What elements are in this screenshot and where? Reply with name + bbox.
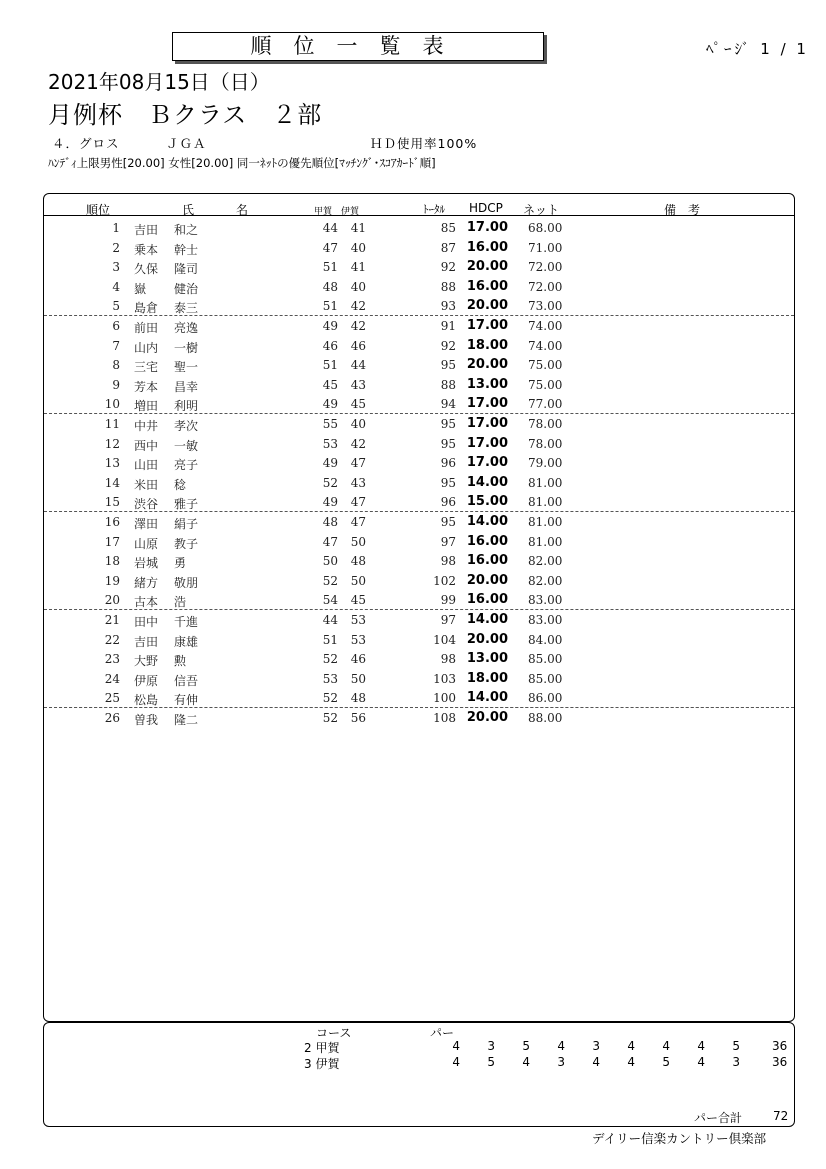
header-name-2: 名 xyxy=(236,203,249,217)
table-row xyxy=(44,296,794,316)
cell-hdcp: 20.00 xyxy=(466,357,508,373)
association: ＪＧＡ xyxy=(166,136,207,151)
table-row xyxy=(44,512,794,532)
cell-total: 95 xyxy=(440,358,456,373)
cell-rank: 11 xyxy=(104,417,120,431)
cell-total: 94 xyxy=(440,397,456,412)
cell-front: 53 xyxy=(322,671,338,686)
cell-sei: 西中 xyxy=(134,438,159,453)
cell-net: 82.00 xyxy=(528,554,563,569)
cell-mei: 和之 xyxy=(174,223,199,237)
cell-sei: 久保 xyxy=(134,262,159,277)
club-name: デイリー信楽カントリー倶楽部 xyxy=(592,1131,767,1146)
cell-rank: 13 xyxy=(104,456,120,471)
cell-rank: 6 xyxy=(112,319,120,333)
cell-mei: 泰三 xyxy=(174,301,199,316)
cell-front: 52 xyxy=(322,711,338,725)
cell-hdcp: 20.00 xyxy=(466,259,508,275)
cell-back: 48 xyxy=(350,554,366,569)
par-total-label: パー合計 xyxy=(694,1111,743,1125)
cell-sei: 緒方 xyxy=(134,575,159,590)
cell-total: 92 xyxy=(440,338,456,353)
cell-rank: 7 xyxy=(112,338,120,353)
cell-rank: 18 xyxy=(104,554,120,569)
cell-rank: 15 xyxy=(104,495,120,510)
table-row xyxy=(44,610,794,630)
cell-sei: 三宅 xyxy=(134,360,159,375)
cell-hdcp: 13.00 xyxy=(466,651,508,667)
cell-total: 91 xyxy=(440,319,456,333)
cell-net: 72.00 xyxy=(528,260,563,275)
cell-front: 44 xyxy=(322,613,338,627)
cell-hdcp: 14.00 xyxy=(466,474,508,490)
cell-net: 85.00 xyxy=(528,652,563,667)
cell-front: 50 xyxy=(322,554,338,569)
cell-total: 85 xyxy=(440,221,456,235)
par-total-value: 72 xyxy=(773,1109,789,1123)
cell-sei: 島倉 xyxy=(134,301,159,316)
cell-rank: 12 xyxy=(104,436,120,451)
cell-total: 104 xyxy=(433,632,456,647)
cell-mei: 康雄 xyxy=(174,634,199,649)
cell-sei: 田中 xyxy=(134,615,159,629)
hole-par: 3 xyxy=(592,1039,600,1053)
cell-sei: 渋谷 xyxy=(134,497,159,512)
table-row xyxy=(44,630,794,650)
cell-total: 99 xyxy=(440,593,456,608)
par-label: パー xyxy=(430,1026,455,1040)
cell-total: 100 xyxy=(433,691,456,706)
hole-par: 4 xyxy=(697,1039,705,1053)
cell-back: 48 xyxy=(350,691,366,706)
cell-total: 96 xyxy=(440,456,456,471)
cell-net: 81.00 xyxy=(528,534,563,549)
cell-rank: 9 xyxy=(112,377,120,392)
cell-back: 42 xyxy=(350,436,366,451)
hole-par: 4 xyxy=(627,1039,635,1053)
cell-total: 97 xyxy=(440,613,456,627)
cell-total: 88 xyxy=(440,377,456,392)
cell-rank: 2 xyxy=(112,240,120,255)
cell-total: 103 xyxy=(433,671,456,686)
cell-back: 53 xyxy=(350,632,366,647)
cell-mei: 亮子 xyxy=(174,458,199,473)
cell-net: 74.00 xyxy=(528,319,563,333)
cell-back: 50 xyxy=(350,671,366,686)
handicap-rules: ﾊﾝﾃﾞｨ上限男性[20.00] 女性[20.00] 同一ﾈｯﾄの優先順位[ﾏｯﾁﾝｸﾞ･ｽｺｱｶｰﾄﾞ順] xyxy=(48,156,436,170)
cell-net: 88.00 xyxy=(528,711,563,725)
cell-total: 98 xyxy=(440,652,456,667)
cell-sei: 曽我 xyxy=(134,713,159,727)
table-row xyxy=(44,375,794,395)
hole-par: 4 xyxy=(592,1055,600,1069)
cell-mei: 一樹 xyxy=(174,340,199,355)
cell-front: 45 xyxy=(322,377,338,392)
cell-front: 51 xyxy=(322,358,338,373)
table-row xyxy=(44,277,794,297)
table-row xyxy=(44,532,794,552)
cell-back: 41 xyxy=(350,260,366,275)
cell-mei: 利明 xyxy=(174,399,199,414)
cell-hdcp: 18.00 xyxy=(466,337,508,353)
table-row xyxy=(44,453,794,473)
cell-front: 47 xyxy=(322,534,338,549)
cell-mei: 絹子 xyxy=(174,517,199,531)
cell-rank: 20 xyxy=(104,593,120,608)
cell-rank: 14 xyxy=(104,475,120,490)
cell-total: 95 xyxy=(440,475,456,490)
header-total: ﾄｰﾀﾙ xyxy=(423,203,445,216)
cell-back: 40 xyxy=(350,417,366,431)
cell-rank: 26 xyxy=(104,711,120,725)
cell-back: 56 xyxy=(350,711,366,725)
cell-net: 68.00 xyxy=(528,221,563,235)
course-panel xyxy=(43,1022,795,1127)
header-rank: 順位 xyxy=(86,203,111,217)
cell-net: 73.00 xyxy=(528,299,563,314)
cell-net: 84.00 xyxy=(528,632,563,647)
cell-hdcp: 17.00 xyxy=(466,455,508,471)
cell-rank: 17 xyxy=(104,534,120,549)
table-row xyxy=(44,238,794,258)
cell-net: 78.00 xyxy=(528,417,563,431)
hole-par: 3 xyxy=(732,1055,740,1069)
cell-sei: 古本 xyxy=(134,595,159,610)
cell-net: 81.00 xyxy=(528,475,563,490)
cell-rank: 3 xyxy=(112,260,120,275)
cell-sei: 松島 xyxy=(134,693,159,708)
cell-front: 52 xyxy=(322,573,338,588)
cell-hdcp: 17.00 xyxy=(466,416,508,431)
hole-par: 5 xyxy=(487,1055,495,1069)
cell-sei: 吉田 xyxy=(134,634,159,649)
hole-par: 5 xyxy=(522,1039,530,1053)
table-row xyxy=(44,336,794,356)
cell-sei: 山内 xyxy=(134,340,159,355)
cell-rank: 5 xyxy=(112,299,120,314)
cell-front: 52 xyxy=(322,475,338,490)
cell-net: 75.00 xyxy=(528,358,563,373)
course-label: コース xyxy=(316,1026,352,1040)
table-row xyxy=(44,218,794,238)
cell-mei: 亮逸 xyxy=(174,321,199,335)
table-row xyxy=(44,571,794,591)
cell-net: 85.00 xyxy=(528,671,563,686)
cell-back: 40 xyxy=(350,240,366,255)
cell-back: 42 xyxy=(350,299,366,314)
cell-hdcp: 20.00 xyxy=(466,298,508,314)
cell-front: 51 xyxy=(322,299,338,314)
cell-sei: 吉田 xyxy=(134,223,159,237)
cell-net: 81.00 xyxy=(528,495,563,510)
cell-front: 51 xyxy=(322,260,338,275)
cell-total: 95 xyxy=(440,417,456,431)
cell-front: 44 xyxy=(322,221,338,235)
cell-back: 46 xyxy=(350,338,366,353)
cell-sei: 乗本 xyxy=(134,242,159,257)
cell-sei: 岩城 xyxy=(134,556,159,571)
cell-rank: 23 xyxy=(104,652,120,667)
cell-front: 54 xyxy=(322,593,338,608)
cell-total: 108 xyxy=(433,711,456,725)
table-row xyxy=(44,551,794,571)
cell-mei: 昌幸 xyxy=(174,379,199,394)
cell-front: 46 xyxy=(322,338,338,353)
cell-rank: 4 xyxy=(112,279,120,294)
cell-back: 40 xyxy=(350,279,366,294)
table-row xyxy=(44,257,794,277)
cell-net: 75.00 xyxy=(528,377,563,392)
cell-front: 53 xyxy=(322,436,338,451)
cell-hdcp: 16.00 xyxy=(466,278,508,294)
cell-sei: 山原 xyxy=(134,536,159,551)
cell-back: 50 xyxy=(350,573,366,588)
cell-back: 45 xyxy=(350,593,366,608)
hole-par: 4 xyxy=(522,1055,530,1069)
cell-front: 52 xyxy=(322,691,338,706)
cell-rank: 24 xyxy=(104,671,120,686)
cell-back: 43 xyxy=(350,475,366,490)
table-row xyxy=(44,355,794,375)
cell-hdcp: 16.00 xyxy=(466,553,508,569)
hole-par: 4 xyxy=(662,1039,670,1053)
cell-rank: 21 xyxy=(104,613,120,627)
cell-back: 44 xyxy=(350,358,366,373)
cell-mei: 勇 xyxy=(174,556,187,571)
table-row xyxy=(44,649,794,669)
cell-sei: 澤田 xyxy=(134,517,159,531)
event-date: 2021年08月15日（日） xyxy=(48,70,270,94)
cell-total: 95 xyxy=(440,436,456,451)
header-net: ネット xyxy=(523,203,560,217)
course-par-total: 36 xyxy=(772,1039,788,1053)
cell-front: 49 xyxy=(322,456,338,471)
cell-front: 49 xyxy=(322,495,338,510)
cell-sei: 米田 xyxy=(134,477,159,492)
table-row xyxy=(44,492,794,512)
cell-net: 78.00 xyxy=(528,436,563,451)
cell-net: 79.00 xyxy=(528,456,563,471)
cell-net: 72.00 xyxy=(528,279,563,294)
cell-mei: 聖一 xyxy=(174,360,199,375)
cell-hdcp: 17.00 xyxy=(466,220,508,235)
cell-total: 96 xyxy=(440,495,456,510)
cell-rank: 19 xyxy=(104,573,120,588)
cell-total: 98 xyxy=(440,554,456,569)
cell-total: 93 xyxy=(440,299,456,314)
score-format: ４．グロス xyxy=(52,136,120,151)
table-row xyxy=(44,708,794,728)
cell-total: 87 xyxy=(440,240,456,255)
cell-front: 48 xyxy=(322,515,338,529)
cell-front: 55 xyxy=(322,417,338,431)
hd-usage-rate: ＨＤ使用率100% xyxy=(370,136,478,151)
header-name-1: 氏 xyxy=(182,203,195,217)
table-row xyxy=(44,414,794,434)
cell-mei: 健治 xyxy=(174,281,199,296)
table-row xyxy=(44,688,794,708)
cell-front: 49 xyxy=(322,319,338,333)
hole-par: 4 xyxy=(627,1055,635,1069)
cell-hdcp: 17.00 xyxy=(466,396,508,412)
hole-par: 5 xyxy=(732,1039,740,1053)
course-name: 3 伊賀 xyxy=(304,1057,340,1071)
cell-total: 102 xyxy=(433,573,456,588)
group-divider xyxy=(44,707,794,708)
cell-sei: 中井 xyxy=(134,419,159,433)
cell-total: 97 xyxy=(440,534,456,549)
cell-back: 42 xyxy=(350,319,366,333)
cell-hdcp: 20.00 xyxy=(466,710,508,725)
cell-mei: 稔 xyxy=(174,477,187,492)
table-row xyxy=(44,316,794,336)
cell-hdcp: 20.00 xyxy=(466,572,508,588)
cell-hdcp: 14.00 xyxy=(466,514,508,529)
cell-mei: 教子 xyxy=(174,536,199,551)
page-title: 順位一覧表 xyxy=(172,32,544,61)
cell-net: 83.00 xyxy=(528,613,563,627)
course-name: 2 甲賀 xyxy=(304,1041,340,1055)
hole-par: 3 xyxy=(487,1039,495,1053)
cell-mei: 孝次 xyxy=(174,419,199,433)
cell-net: 86.00 xyxy=(528,691,563,706)
cell-back: 46 xyxy=(350,652,366,667)
cell-net: 81.00 xyxy=(528,515,563,529)
header-back-course: 伊賀 xyxy=(341,207,360,217)
cell-sei: 嶽 xyxy=(134,281,147,296)
cell-sei: 増田 xyxy=(134,399,159,414)
cell-back: 41 xyxy=(350,221,366,235)
cell-hdcp: 14.00 xyxy=(466,612,508,627)
cell-hdcp: 16.00 xyxy=(466,533,508,549)
cell-total: 95 xyxy=(440,515,456,529)
cell-back: 45 xyxy=(350,397,366,412)
hole-par: 4 xyxy=(557,1039,565,1053)
event-name: 月例杯 Ｂクラス ２部 xyxy=(48,101,323,129)
cell-front: 51 xyxy=(322,632,338,647)
cell-total: 92 xyxy=(440,260,456,275)
cell-back: 50 xyxy=(350,534,366,549)
cell-back: 53 xyxy=(350,613,366,627)
header-front-course: 甲賀 xyxy=(314,207,333,217)
cell-sei: 大野 xyxy=(134,654,159,669)
cell-mei: 隆司 xyxy=(174,262,199,277)
cell-mei: 千進 xyxy=(174,615,199,629)
cell-net: 71.00 xyxy=(528,240,563,255)
cell-hdcp: 17.00 xyxy=(466,318,508,333)
cell-sei: 山田 xyxy=(134,458,159,473)
cell-back: 43 xyxy=(350,377,366,392)
cell-hdcp: 20.00 xyxy=(466,631,508,647)
cell-rank: 1 xyxy=(112,221,120,235)
cell-mei: 敬朋 xyxy=(174,575,199,590)
hole-par: 3 xyxy=(557,1055,565,1069)
cell-hdcp: 13.00 xyxy=(466,376,508,392)
header-remarks: 備 考 xyxy=(664,203,701,217)
cell-net: 77.00 xyxy=(528,397,563,412)
table-row xyxy=(44,473,794,493)
cell-back: 47 xyxy=(350,456,366,471)
cell-front: 52 xyxy=(322,652,338,667)
hole-par: 4 xyxy=(452,1039,460,1053)
header-divider xyxy=(44,215,794,216)
cell-hdcp: 16.00 xyxy=(466,592,508,608)
cell-front: 49 xyxy=(322,397,338,412)
table-row xyxy=(44,590,794,610)
cell-sei: 前田 xyxy=(134,321,159,335)
cell-mei: 雅子 xyxy=(174,497,199,512)
cell-rank: 16 xyxy=(104,515,120,529)
page-indicator: ﾍﾟｰｼﾞ 1 / 1 xyxy=(706,40,809,58)
course-par-total: 36 xyxy=(772,1055,788,1069)
cell-mei: 幹士 xyxy=(174,242,199,257)
cell-net: 83.00 xyxy=(528,593,563,608)
table-row xyxy=(44,394,794,414)
cell-net: 74.00 xyxy=(528,338,563,353)
cell-hdcp: 18.00 xyxy=(466,670,508,686)
cell-rank: 25 xyxy=(104,691,120,706)
cell-mei: 一敏 xyxy=(174,438,199,453)
hole-par: 4 xyxy=(697,1055,705,1069)
cell-hdcp: 14.00 xyxy=(466,690,508,706)
cell-hdcp: 16.00 xyxy=(466,239,508,255)
cell-hdcp: 15.00 xyxy=(466,494,508,510)
cell-rank: 10 xyxy=(104,397,120,412)
hole-par: 4 xyxy=(452,1055,460,1069)
cell-mei: 隆二 xyxy=(174,713,199,727)
cell-sei: 芳本 xyxy=(134,379,159,394)
cell-hdcp: 17.00 xyxy=(466,435,508,451)
cell-rank: 8 xyxy=(112,358,120,373)
cell-mei: 浩 xyxy=(174,595,187,610)
cell-back: 47 xyxy=(350,495,366,510)
cell-mei: 勲 xyxy=(174,654,187,669)
cell-back: 47 xyxy=(350,515,366,529)
cell-total: 88 xyxy=(440,279,456,294)
header-hdcp: HDCP xyxy=(469,201,503,215)
cell-mei: 信吾 xyxy=(174,673,199,688)
cell-front: 47 xyxy=(322,240,338,255)
cell-sei: 伊原 xyxy=(134,673,159,688)
cell-front: 48 xyxy=(322,279,338,294)
cell-mei: 有伸 xyxy=(174,693,199,708)
hole-par: 5 xyxy=(662,1055,670,1069)
table-row xyxy=(44,669,794,689)
cell-rank: 22 xyxy=(104,632,120,647)
table-row xyxy=(44,434,794,454)
cell-net: 82.00 xyxy=(528,573,563,588)
